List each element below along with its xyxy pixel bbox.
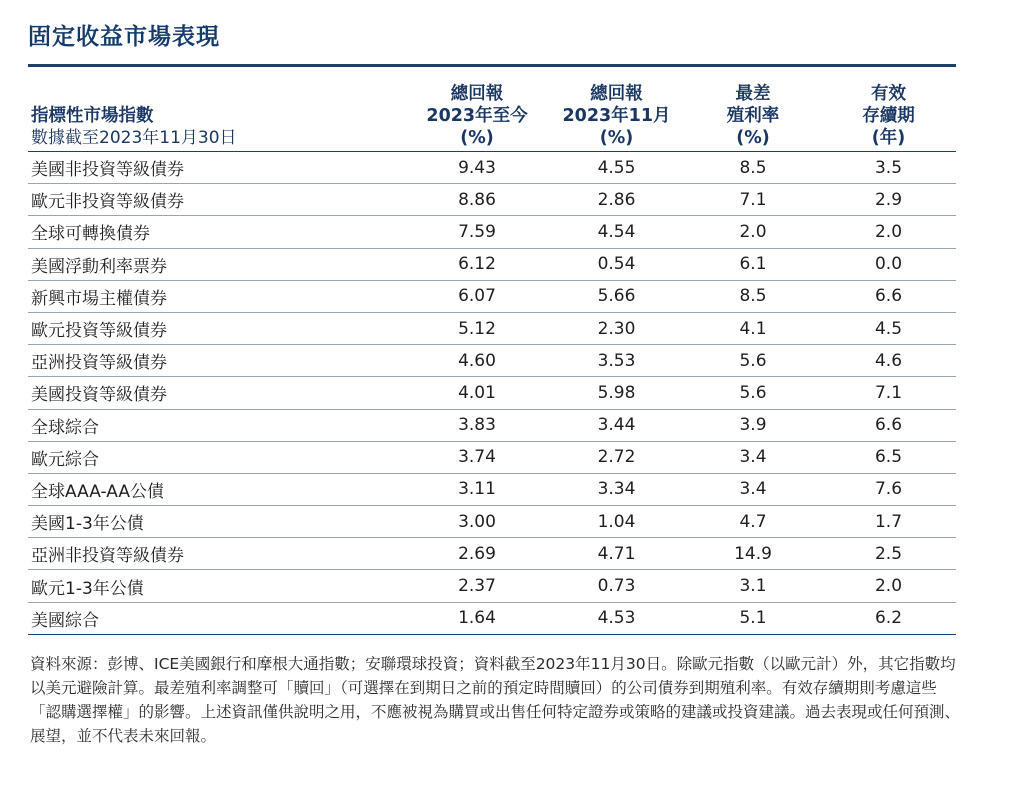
header-dur-line2: 存續期 xyxy=(862,106,915,126)
ytd-return: 3.83 xyxy=(406,409,548,441)
effective-duration: 4.5 xyxy=(821,312,956,344)
yield-to-worst: 3.9 xyxy=(685,409,821,441)
effective-duration: 7.6 xyxy=(821,473,956,505)
ytd-return: 6.12 xyxy=(406,248,548,280)
table-row xyxy=(28,602,956,634)
header-ytw-line1: 最差 xyxy=(735,84,771,104)
ytd-return: 3.11 xyxy=(406,473,548,505)
table-row xyxy=(28,345,956,377)
nov-return: 4.53 xyxy=(548,602,685,634)
ytd-return: 2.37 xyxy=(406,570,548,602)
ytd-return: 9.43 xyxy=(406,152,548,184)
nov-return: 3.44 xyxy=(548,409,685,441)
header-dur-line1: 有效 xyxy=(871,84,906,104)
yield-to-worst: 3.4 xyxy=(685,441,821,473)
index-name: 全球綜合 xyxy=(28,409,406,441)
nov-return: 4.54 xyxy=(548,216,685,248)
table-row xyxy=(28,184,956,216)
effective-duration: 6.5 xyxy=(821,441,956,473)
yield-to-worst: 7.1 xyxy=(685,184,821,216)
footnote: 資料來源：彭博、ICE美國銀行和摩根大通指數；安聯環球投資；資料截至2023年11月30日。除歐元指數（以歐元計）外，其它指數均以美元避險計算。最差殖利率調整可「贖回」（可選擇在到期日之前的預定時間贖回）的公司債券到期殖利率。有效存續期則考慮這些「認購選擇權」的影響。上述資訊僅供說明之用，不應被視為購買或出售任何特定證券或策略的建議或投資建議。過去表現或任何預測、展望，並不代表未來回報。 xyxy=(30,655,961,745)
nov-return: 0.73 xyxy=(548,570,685,602)
table-row xyxy=(28,441,956,473)
header-index-name xyxy=(28,67,406,152)
yield-to-worst: 8.5 xyxy=(685,152,821,184)
index-name: 歐元非投資等級債券 xyxy=(28,184,406,216)
table-row xyxy=(28,216,956,248)
header-nov-line3: (%) xyxy=(599,128,634,148)
index-name: 亞洲非投資等級債券 xyxy=(28,538,406,570)
header-ytw-line2: 殖利率 xyxy=(726,106,780,126)
yield-to-worst: 5.1 xyxy=(685,602,821,634)
yield-to-worst: 5.6 xyxy=(685,377,821,409)
header-ytd-line1: 總回報 xyxy=(450,84,504,104)
nov-return: 3.53 xyxy=(548,345,685,377)
header-ytd-return xyxy=(406,67,548,152)
table-row xyxy=(28,473,956,505)
ytd-return: 4.01 xyxy=(406,377,548,409)
table-row xyxy=(28,312,956,344)
index-name: 美國綜合 xyxy=(28,602,406,634)
index-name: 全球AAA-AA公債 xyxy=(28,473,406,505)
nov-return: 0.54 xyxy=(548,248,685,280)
table-row xyxy=(28,409,956,441)
index-name: 新興市場主權債券 xyxy=(28,280,406,312)
ytd-return: 3.74 xyxy=(406,441,548,473)
nov-return: 5.66 xyxy=(548,280,685,312)
index-name: 歐元1-3年公債 xyxy=(28,570,406,602)
effective-duration: 1.7 xyxy=(821,506,956,538)
header-effective-duration xyxy=(821,67,956,152)
effective-duration: 4.6 xyxy=(821,345,956,377)
table-row xyxy=(28,280,956,312)
ytd-return: 7.59 xyxy=(406,216,548,248)
ytd-return: 1.64 xyxy=(406,602,548,634)
effective-duration: 6.6 xyxy=(821,409,956,441)
ytd-return: 6.07 xyxy=(406,280,548,312)
effective-duration: 2.5 xyxy=(821,538,956,570)
ytd-return: 2.69 xyxy=(406,538,548,570)
index-name: 亞洲投資等級債券 xyxy=(28,345,406,377)
index-name: 全球可轉換債券 xyxy=(28,216,406,248)
ytd-return: 4.60 xyxy=(406,345,548,377)
effective-duration: 7.1 xyxy=(821,377,956,409)
effective-duration: 2.0 xyxy=(821,570,956,602)
yield-to-worst: 6.1 xyxy=(685,248,821,280)
yield-to-worst: 5.6 xyxy=(685,345,821,377)
header-index-name-main: 指標性市場指數 xyxy=(31,106,154,126)
nov-return: 2.30 xyxy=(548,312,685,344)
effective-duration: 2.9 xyxy=(821,184,956,216)
header-index-name-sub: 數據截至2023年11月30日 xyxy=(31,128,237,148)
header-ytd-line3: (%) xyxy=(460,128,494,148)
table-row xyxy=(28,377,956,409)
yield-to-worst: 3.4 xyxy=(685,473,821,505)
nov-return: 3.34 xyxy=(548,473,685,505)
table-row xyxy=(28,538,956,570)
yield-to-worst: 3.1 xyxy=(685,570,821,602)
index-name: 美國浮動利率票券 xyxy=(28,248,406,280)
effective-duration: 0.0 xyxy=(821,248,956,280)
page-title: 固定收益市場表現 xyxy=(28,24,220,50)
header-nov-line1: 總回報 xyxy=(590,84,643,104)
nov-return: 5.98 xyxy=(548,377,685,409)
yield-to-worst: 8.5 xyxy=(685,280,821,312)
header-nov-return xyxy=(548,67,685,152)
header-dur-line3: (年) xyxy=(871,128,906,148)
nov-return: 2.72 xyxy=(548,441,685,473)
effective-duration: 3.5 xyxy=(821,152,956,184)
yield-to-worst: 14.9 xyxy=(685,538,821,570)
header-ytd-line2: 2023年至今 xyxy=(426,106,528,126)
effective-duration: 6.2 xyxy=(821,602,956,634)
index-name: 美國投資等級債券 xyxy=(28,377,406,409)
table-row xyxy=(28,248,956,280)
ytd-return: 8.86 xyxy=(406,184,548,216)
table-row xyxy=(28,152,956,184)
table-row xyxy=(28,506,956,538)
ytd-return: 3.00 xyxy=(406,506,548,538)
table-row xyxy=(28,570,956,602)
header-ytw-line3: (%) xyxy=(736,128,770,148)
yield-to-worst: 2.0 xyxy=(685,216,821,248)
nov-return: 2.86 xyxy=(548,184,685,216)
index-name: 歐元綜合 xyxy=(28,441,406,473)
nov-return: 4.71 xyxy=(548,538,685,570)
effective-duration: 6.6 xyxy=(821,280,956,312)
table-header-row xyxy=(28,67,956,152)
market-performance-table xyxy=(28,67,956,635)
ytd-return: 5.12 xyxy=(406,312,548,344)
index-name: 歐元投資等級債券 xyxy=(28,312,406,344)
nov-return: 1.04 xyxy=(548,506,685,538)
header-yield-to-worst xyxy=(685,67,821,152)
yield-to-worst: 4.7 xyxy=(685,506,821,538)
nov-return: 4.55 xyxy=(548,152,685,184)
header-nov-line2: 2023年11月 xyxy=(562,106,671,126)
effective-duration: 2.0 xyxy=(821,216,956,248)
index-name: 美國非投資等級債券 xyxy=(28,152,406,184)
index-name: 美國1-3年公債 xyxy=(28,506,406,538)
yield-to-worst: 4.1 xyxy=(685,312,821,344)
